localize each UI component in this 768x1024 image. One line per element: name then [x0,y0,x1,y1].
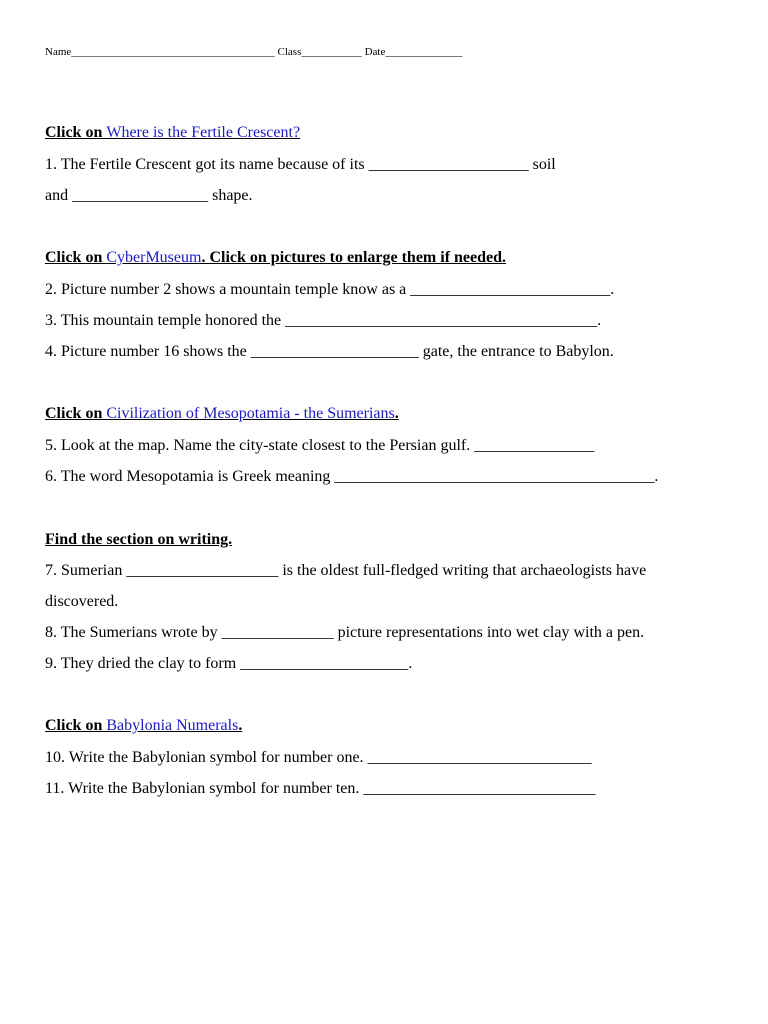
question-1: 1. The Fertile Crescent got its name because of its ____________________ soil [45,156,556,173]
section-heading-fertile-crescent [45,124,300,142]
question-9: 9. They dried the clay to form _____________________. [45,655,413,672]
heading-prefix: Click on [45,405,107,422]
question-4: 4. Picture number 16 shows the _____________________ gate, the entrance to Babylon. [45,343,614,360]
heading-prefix: Click on [45,124,107,141]
heading-prefix: Find the section on writing. [45,531,233,548]
question-7: 7. Sumerian ___________________ is the oldest full-fledged writing that archaeologists have [45,562,647,579]
section-heading-cybermuseum [45,249,506,267]
section-heading-babylonia-numerals [45,717,242,735]
question-1-continued: and _________________ shape. [45,187,253,204]
link-where-is-fertile-crescent[interactable]: Where is the Fertile Crescent? [106,124,301,141]
heading-suffix: . [394,405,399,422]
question-11: 11. Write the Babylonian symbol for number ten. _____________________________ [45,780,596,797]
link-babylonia-numerals[interactable]: Babylonia Numerals [106,717,239,734]
link-cybermuseum[interactable]: CyberMuseum [106,249,202,266]
heading-prefix: Click on [45,249,107,266]
section-heading-writing [45,531,232,549]
heading-suffix: . Click on pictures to enlarge them if needed. [201,249,507,266]
link-civilization-of-mesopotamia[interactable]: Civilization of Mesopotamia - the Sumerians [106,405,395,422]
question-3: 3. This mountain temple honored the _______________________________________. [45,312,602,329]
heading-prefix: Click on [45,717,107,734]
section-heading-sumerians [45,405,399,423]
question-6: 6. The word Mesopotamia is Greek meaning ________________________________________. [45,468,659,485]
question-7-continued: discovered. [45,593,119,610]
question-2: 2. Picture number 2 shows a mountain temple know as a _________________________. [45,281,615,298]
question-5: 5. Look at the map. Name the city-state closest to the Persian gulf. _______________ [45,437,595,454]
question-10: 10. Write the Babylonian symbol for number one. ____________________________ [45,749,592,766]
name-class-date-line: Name_____________________________________ Class___________ Date______________ [45,46,463,58]
heading-suffix: . [238,717,243,734]
question-8: 8. The Sumerians wrote by ______________ picture representations into wet clay with a pen. [45,624,645,641]
